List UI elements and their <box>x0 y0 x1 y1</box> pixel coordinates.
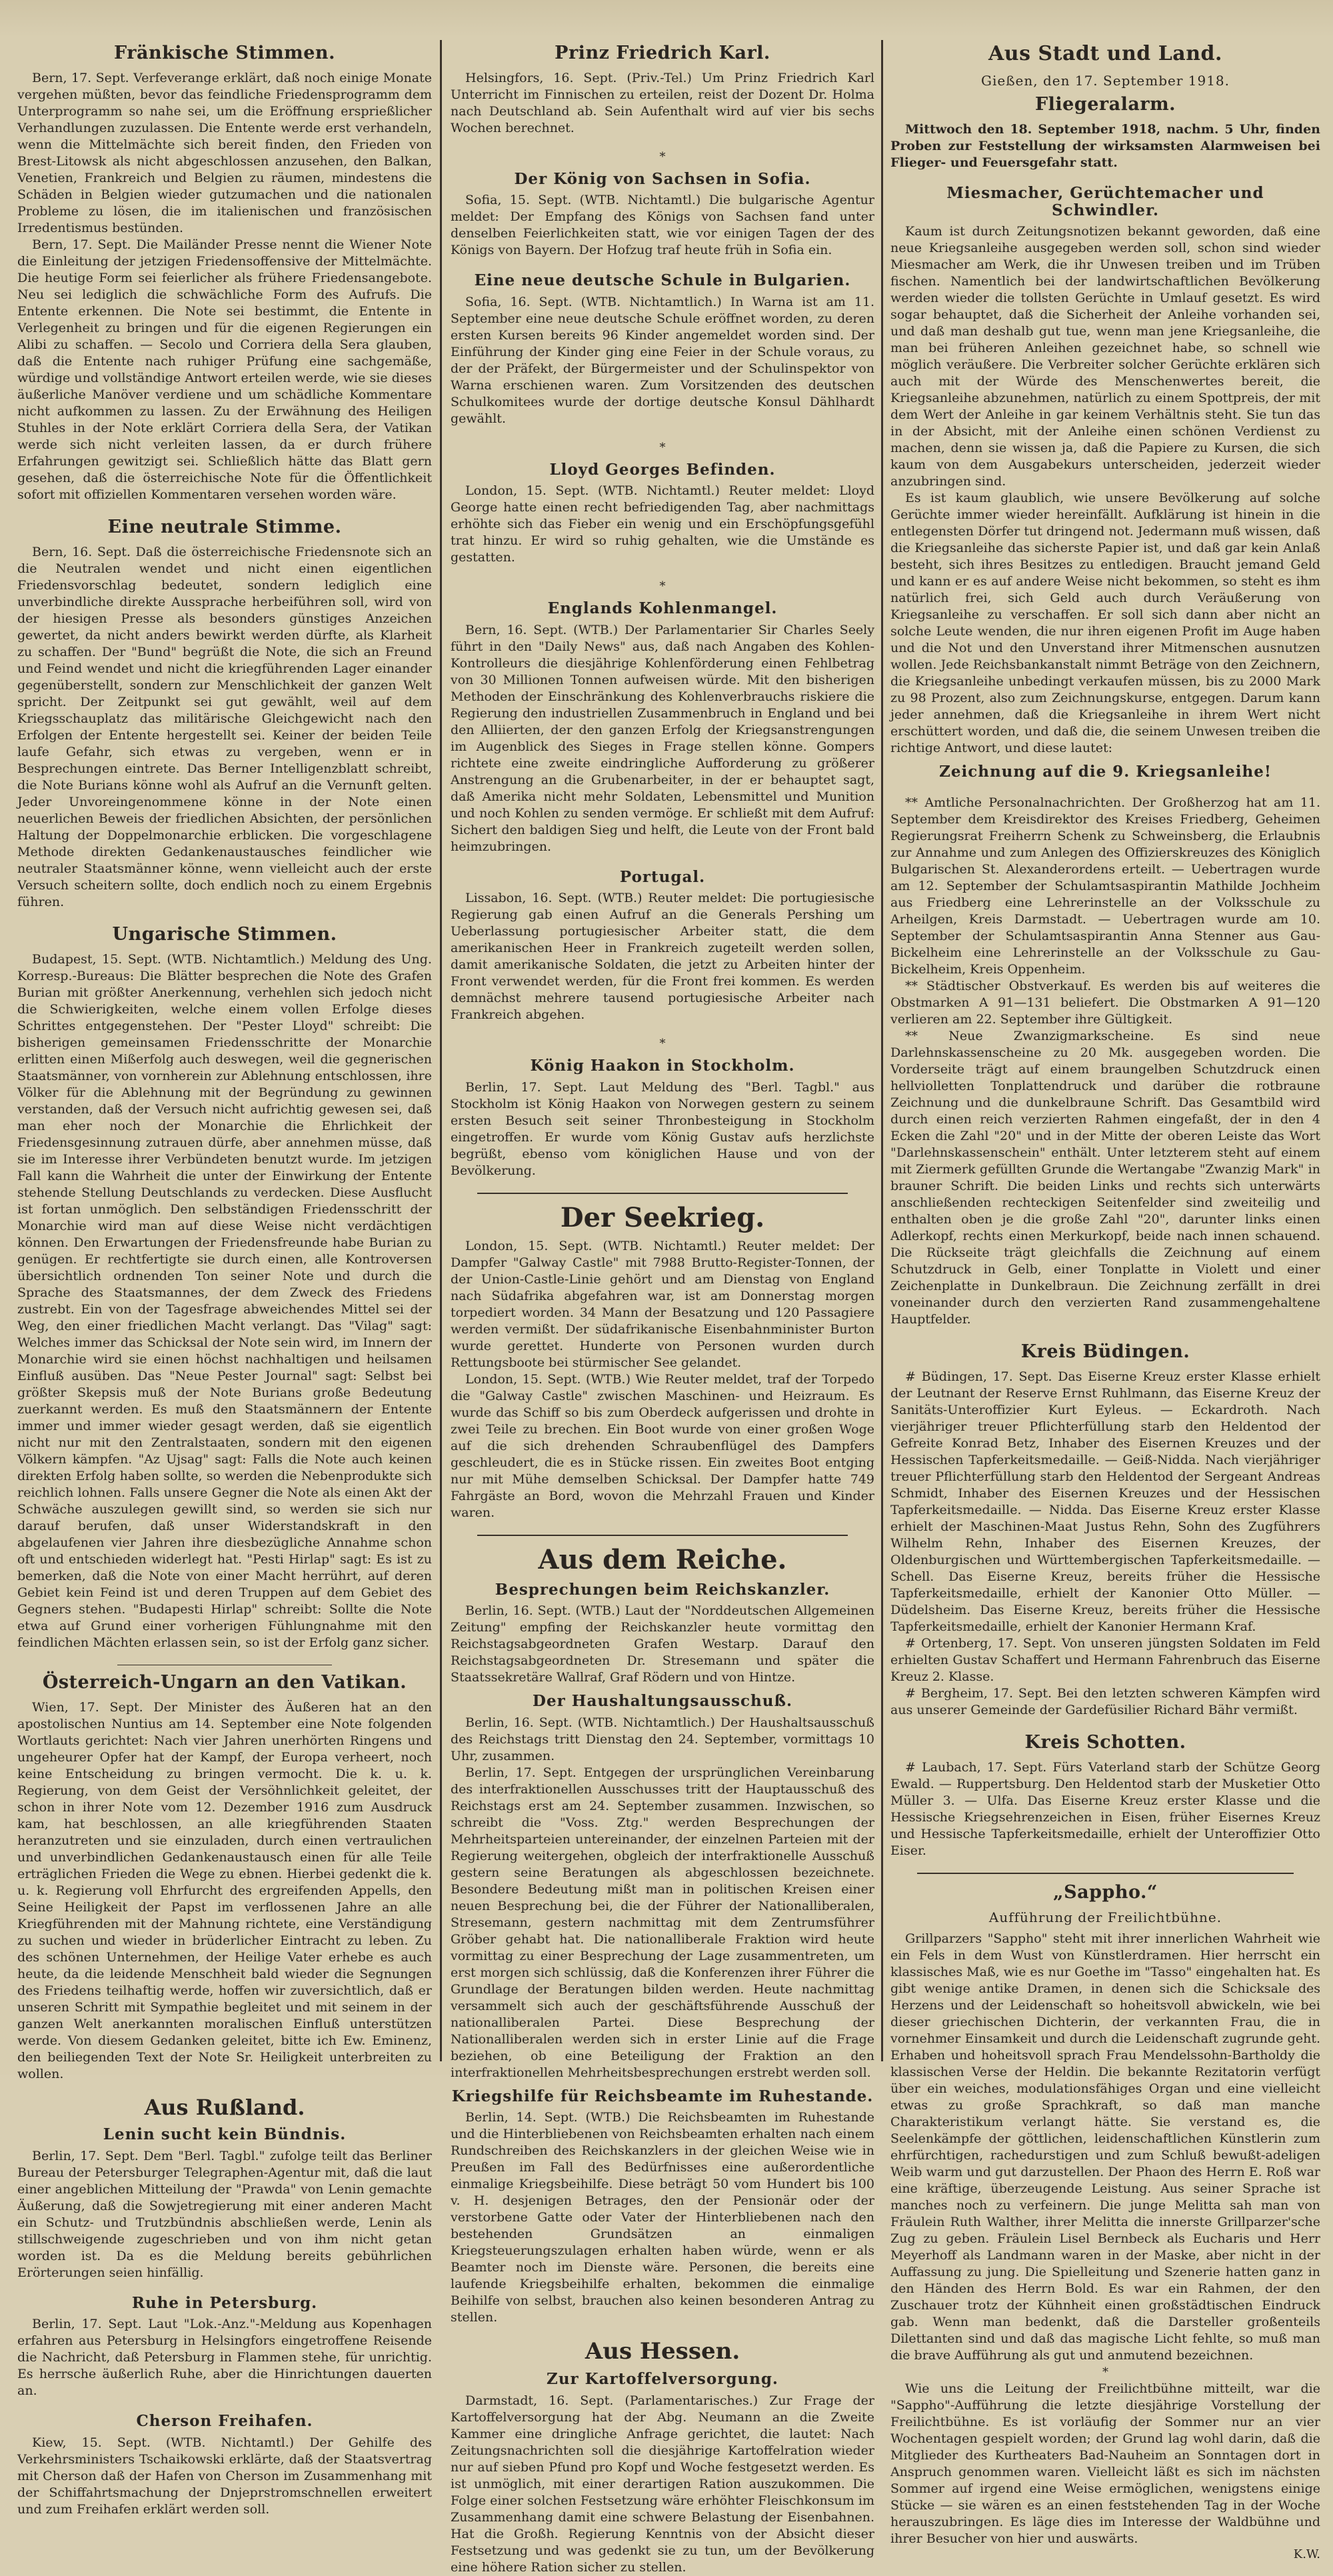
article-paragraph: Mittwoch den 18. September 1918, nachm. 5 Uhr, finden Proben zur Feststellung der wirksamsten Alarmweisen bei Flieger- und Feuersgefahr statt. <box>890 121 1320 170</box>
article-paragraph: Es ist kaum glaublich, wie unsere Bevölkerung auf solche Gerüchte immer wieder hereinfällt. Aufklärung ist hinein in die entlegensten Dörfer tut dringend not. Jedermann muß wissen, daß die Kriegsanleihe das sicherste Papier ist, und daß gar kein Anlaß besteht, sich ihres Besitzes zu entledigen. Braucht jemand Geld und kann er es auf andere Weise nicht bekommen, so steht es ihm natürlich frei, sich Geld auch durch Veräußerung von Kriegsanleihe zu verschaffen. Er soll sich dann aber nicht an solche Leute wenden, die nur ihren eigenen Profit im Auge haben und die Not und den Unverstand ihrer Mitmenschen ausnutzen wollen. Jede Reichsbankanstalt nimmt Beträge von den Zeichnern, die Kriegsanleihe unbedingt verkaufen müssen, bis zu 2000 Mark zu 98 Prozent, also zum Zeichnungskurse, entgegen. Darum kann jeder annehmen, daß die Kriegsanleihe in ihrem Wert nicht erschüttert worden, und daß die, die seinem Unwesen treiben die richtige Antwort, und diese lautet: <box>890 491 1320 756</box>
article-paragraph: # Büdingen, 17. Sept. Das Eiserne Kreuz erster Klasse erhielt der Leutnant der Reserve Ernst Ruhlmann, das Eiserne Kreuz der Sanitäts-Unteroffizier Kurt Eyleus. — Eckardroth. Nach vierjähriger treuer Pflichterfüllung starb den Heldentod der Gefreite Konrad Betz, Inhaber des Eisernen Kreuzes und der Hessischen Tapferkeitsmedaille. — Geiß-Nidda. Nach vierjähriger treuer Pflichterfüllung starb den Heldentod der Sergeant Andreas Schmidt, Inhaber des Eisernen Kreuzes und der Hessischen Tapferkeitsmedaille. — Nidda. Das Eiserne Kreuz erster Klasse erhielt der Maschinen-Maat Justus Rehn, Sohn des Zugführers Wilhelm Rehn, Inhaber des Eisernen Kreuzes, der Oldenburgischen und Württembergischen Tapferkeitsmedaille. — Schell. Das Eiserne Kreuz, bereits früher die Hessische Tapferkeitsmedaille, erhielt der Kanonier Otto Müller. — Düdelsheim. Das Eiserne Kreuz, bereits früher die Hessische Tapferkeitsmedaille, erhielt der Kanonier Hermann Kraf. <box>890 1369 1320 1634</box>
article <box>17 43 432 503</box>
column-2 <box>451 40 874 2575</box>
article-heading: Eine neutrale Stimme. <box>107 517 342 538</box>
article-paragraph: Bern, 17. Sept. Die Mailänder Presse nennt die Wiener Note die Einleitung der jetzigen Friedensoffensive der Mittelmächte. Die heutige Form sei feierlicher als frühere Friedensangebote. Neu sei lediglich die schwächliche Form des Aufrufs. Die Entente erkennen. Die Note sei bestimmt, die Entente in Verlegenheit zu bringen und für die eigenen Regierungen ein Alibi zu schaffen. — Secolo und Corriera della Sera glauben, daß die Entente nach ruhiger Prüfung eine sachgemäße, würdige und vollständige Antwort erteilen werde, wie sie dieses äußerliche Manöver verdiene und um schädliche Kommentare nicht aufkommen zu lassen. Zu der Erwähnung des Heiligen Stuhles in der Note erklärt Corriera della Sera, der Vatikan werde sich nicht verleiten lassen, da er durch frühere Erfahrungen gewitzigt sei. Schließlich hätte das Blatt gern gesehen, daß die österreichische Note für die Öffentlichkeit sofort mit offiziellen Kommentaren versehen worden wäre. <box>17 237 432 503</box>
article-heading: König Haakon in Stockholm. <box>530 1057 795 1075</box>
article-heading: Zur Kartoffelversorgung. <box>547 2370 778 2389</box>
article-heading: Cherson Freihafen. <box>136 2412 313 2431</box>
article <box>890 795 1320 1328</box>
article-heading: Fränkische Stimmen. <box>114 43 335 63</box>
article-paragraph: Sofia, 16. Sept. (WTB. Nichtamtlich.) In Warna ist am 11. September eine neue deutsche Schule eröffnet worden, zu deren ersten Kursen bereits 96 Kinder angemeldet worden sind. Der Einführung der Kinder ging eine Feier in der Schule voraus, zu der der Präfekt, der Bürgermeister und der Schulinspektor von Warna erschienen waren. Zum Vorsitzenden des deutschen Schulkomitees wurde der dortige deutsche Konsul Dählhardt gewählt. <box>451 294 874 426</box>
article-heading: Österreich-Ungarn an den Vatikan. <box>42 1672 407 1693</box>
column-1 <box>17 40 432 2517</box>
article-paragraph: ** Städtischer Obstverkauf. Es werden bis auf weiteres die Obstmarken A 91—131 beliefert. Die Obstmarken A 91—120 verlieren am 22. September ihre Gültigkeit. <box>890 978 1320 1027</box>
article-heading: Englands Kohlenmangel. <box>547 599 778 618</box>
article-paragraph: Kiew, 15. Sept. (WTB. Nichtamtl.) Der Gehilfe des Verkehrsministers Tschaikowski erklärte, daß der Staatsvertrag mit Cherson daß der Hafen von Cherson im Zusammenhang mit der Schiffahrtsmachung der Dnjeprstromschnellen erweitert und zum Freihafen erklärt werden soll. <box>17 2435 432 2517</box>
article-paragraph: ** Amtliche Personalnachrichten. Der Großherzog hat am 11. September dem Kreisdirektor des Kreises Friedberg, Geheimen Regierungsrat Freiherrn Schenk zu Schweinsberg, die Erlaubnis zur Annahme und zum Anlegen des Offizierskreuzes des Königlich Bulgarischen St. Alexanderordens erteilt. — Uebertragen wurde am 12. September der Schulamtsaspirantin Mathilde Jochheim aus Friedberg eine Lehrerinstelle an der Volksschule zu Arheilgen, Kreis Darmstadt. — Uebertragen wurde am 10. September der Schulamtsaspirantin Anna Stenner aus Gau-Bickelheim eine Lehrerinstelle an der Volksschule zu Gau-Bickelheim, Kreis Oppenheim. <box>890 795 1320 977</box>
article <box>17 1672 432 2083</box>
article <box>451 600 874 855</box>
article <box>451 171 874 259</box>
article-heading: Eine neue deutsche Schule in Bulgarien. <box>474 271 851 290</box>
article-paragraph: Berlin, 17. Sept. Laut "Lok.-Anz."-Meldung aus Kopenhagen erfahren aus Petersburg in Helsingfors eingetroffene Reisende die Nachricht, daß Petersburg in Flammen stehe, für unrichtig. Es herrsche äußerlich Ruhe, aber die Hinrichtungen dauerten an. <box>17 2317 432 2399</box>
article-heading: „Sappho.“ <box>1053 1881 1158 1903</box>
section-heading: Aus Stadt und Land. <box>988 42 1222 65</box>
article-heading: Der König von Sachsen in Sofia. <box>514 170 811 189</box>
article-paragraph: Wie uns die Leitung der Freilichtbühne mitteilt, war die "Sappho"-Aufführung die letzte diesjährige Vorstellung der Freilichtbühne. Es ist vorläufig der Sommer nur an vier Wochentagen gespielt worden; der Grund lag wohl darin, daß die Mitglieder des Kurtheaters Bad-Nauheim an Sonntagen dort in Anspruch genommen waren. Vielleicht läßt es sich im nächsten Sommer auf irgend eine Weise ermöglichen, wenigstens einige Stücke — sie wären es an einen feststehenden Tag in der Woche herauszubringen. Es läge dies im Interesse der Waldbühne und ihrer Besucher von hier und auswärts. <box>890 2381 1320 2546</box>
divider <box>477 1535 848 1536</box>
separator-star: * <box>659 1037 666 1051</box>
article-paragraph: Sofia, 15. Sept. (WTB. Nichtamtl.) Die bulgarische Agentur meldet: Der Empfang des Königs von Sachsen fand unter denselben Feierlichkeiten statt, wie vor einigen Tagen der des Königs von Bayern. Der Hofzug traf heute früh in Sofia ein. <box>451 193 874 258</box>
article-paragraph: Berlin, 14. Sept. (WTB.) Die Reichsbeamten im Ruhestande und die Hinterbliebenen von Reichsbeamten erhalten nach einem Rundschreiben des Reichskanzlers in der gleichen Weise wie in Preußen im Fall des Bedürfnisses eine außerordentliche einmalige Kriegsbeihilfe. Diese beträgt 50 vom Hundert bis 100 v. H. desjenigen Betrages, den der Pensionär oder der verstorbene Gatte oder Vater der Hinterbliebenen nach den bestehenden Grundsätzen an einmaligen Kriegsteuerungszulagen erhalten haben würde, wenn er als Beamter noch im Dienste wäre. Personen, die bereits eine laufende Kriegsbeihilfe erhalten, bekommen die einmalige Beihilfe von selbst, brauchen also keinen besonderen Antrag zu stellen. <box>451 2109 874 2325</box>
section-heading: Aus Hessen. <box>585 2337 740 2365</box>
article-heading: Kreis Büdingen. <box>1020 1341 1190 1362</box>
article-heading: Ruhe in Petersburg. <box>131 2293 318 2312</box>
article <box>890 1732 1320 1859</box>
article <box>451 461 874 566</box>
article <box>890 1882 1320 2561</box>
article-paragraph: Berlin, 17. Sept. Entgegen der ursprünglichen Vereinbarung des interfraktionellen Ausschusses tritt der Hauptausschuß des Reichstags erst am 24. September zusammen. Inzwischen, so schreibt die "Voss. Ztg." werden Besprechungen der Mehrheitsparteien untereinander, der einzelnen Parteien mit der Regierung weitergehen, obgleich der interfraktionelle Ausschuß gestern seine Beratungen als abgeschlossen bezeichnete. Besondere Bedeutung mißt man in politischen Kreisen einer neuen Besprechung bei, die der Führer der Nationalliberalen, Stresemann, gestern nachmittag mit dem Zentrumsführer Gröber gehabt hat. Die nationalliberale Fraktion wird heute vormittag zu einer Besprechung der Lage zusammentreten, um erst morgen sich schlüssig, daß die Konferenzen ihrer Führer die Grundlage der Beratungen bilden werden. Heute nachmittag versammelt sich auch der geschäftsführende Ausschuß der nationalliberalen Partei. Diese Besprechung der Nationalliberalen werden sich in erster Linie auf die Frage beziehen, ob eine Beteiligung der Fraktion an den interfraktionellen Mehrheitsbesprechungen erstrebt werden soll. <box>451 1765 874 2080</box>
article-heading: Lenin sucht kein Bündnis. <box>103 2125 347 2144</box>
article-heading: Portugal. <box>619 867 706 886</box>
article-paragraph: Berlin, 16. Sept. (WTB.) Laut der "Norddeutschen Allgemeinen Zeitung" empfing der Reichskanzler heute vormittag den Reichstagsabgeordneten Grafen Westarp. Darauf den Reichstagsabgeordneten Dr. Stresemann und später die Staatssekretäre Wallraf, Graf Rödern und von Hintze. <box>451 1603 874 1685</box>
separator-star: * <box>659 440 666 455</box>
article-paragraph: Berlin, 16. Sept. (WTB. Nichtamtlich.) Der Haushaltsausschuß des Reichstags tritt Dienstag den 24. September, vormittags 10 Uhr, zusammen. <box>451 1715 874 1763</box>
article-subheading: Aufführung der Freilichtbühne. <box>988 1909 1222 1925</box>
article-paragraph: # Laubach, 17. Sept. Fürs Vaterland starb der Schütze Georg Ewald. — Ruppertsburg. Den Heldentod starb der Musketier Otto Müller 3. — Ulfa. Das Eiserne Kreuz erster Klasse und die Hessische Kriegsehrenzeichen in Eisen, früher Eisernes Kreuz und Hessische Tapferkeitsmedaille, erhielt der Unteroffizier Otto Eiser. <box>890 1759 1320 1858</box>
article <box>451 1545 874 2326</box>
article-heading: Besprechungen beim Reichskanzler. <box>495 1580 830 1599</box>
page-top-shade <box>0 0 1333 37</box>
article <box>890 1341 1320 1719</box>
article-paragraph: Bern, 16. Sept. Daß die österreichische Friedensnote sich an die Neutralen wendet und nicht einen eigentlichen Friedensvorschlag bedeutet, sondern lediglich eine unverbindliche direkte Aussprache herbeiführen soll, wird von der hiesigen Presse als besonders günstiges Anzeichen gewertet, da nicht anders bewirkt werden dürfte, als Klarheit zu schaffen. Der "Bund" begrüßt die Note, die sich an Freund und Feind wendet und nicht die kriegführenden Lager einander gegenüberstellt, sondern zur Menschlichkeit der ganzen Welt spricht. Der Zeitpunkt sei gut gewählt, weil auf dem Kriegsschauplatz das militärische Gleichgewicht nach den Erfolgen der Entente hergestellt sei. Keiner der beiden Teile laufe Gefahr, sich etwas zu vergeben, wenn er in Besprechungen eintrete. Das Berner Intelligenzblatt schreibt, die Note Burians könne wohl als Aufruf an die Vernunft gelten. Jeder Unvoreingenommene könne in der Note einen neuerlichen Beweis der friedlichen Absichten, der persönlichen Haltung der Doppelmonarchie erblicken. Die vorgeschlagene Methode direkten Gedankenaustausches feindlicher wie neutraler Staatsmänner könne, wenn vielleicht auch der erste Versuch scheitern sollte, doch endlich noch zu einem Ergebnis führen. <box>17 545 432 910</box>
article <box>451 43 874 137</box>
article-heading: Miesmacher, Gerüchtemacher und Schwindler. <box>946 183 1264 219</box>
article <box>451 2339 874 2576</box>
separator-star: * <box>1102 2365 1108 2379</box>
article-paragraph: ** Neue Zwanzigmarkscheine. Es sind neue Darlehnskassenscheine zu 20 Mk. ausgegeben worden. Die Vorderseite trägt auf einem braungelben Schutzdruck einen hellviolletten Tonplattendruck und darüber die rotbraune Zeichnung und die dunkelbraune Schrift. Das Gesamtbild wird durch einen reich verzierten Rahmen eingefaßt, der in den 4 Ecken die Zahl "20" und in der Mitte der oberen Leiste das Wort "Darlehnskassenschein" enthält. Unter letzterem steht auf einem mit Ziermerk gefüllten Grunde die Wertangabe "Zwanzig Mark" in brauner Schrift. Die beiden Links und rechts sich unterwärts anschließenden rechteckigen Seitenfelder sind zweiteilig und enthalten oben je die große Zahl "20", darunter links einen Adlerkopf, rechts einen Merkurkopf, beide nach innen schauend. Die Rückseite trägt gleichfalls die Zeichnung auf einem Schutzdruck in Gelb, einer Tonplatte in Violett und einer Zeichenplatte in Dunkelbraun. Die Zeichnung zerfällt in drei voneinander durch den verzierten Rand zusammengehaltene Hauptfelder. <box>890 1028 1320 1327</box>
divider <box>917 1873 1294 1874</box>
column-rule <box>881 40 883 2061</box>
article <box>451 1203 874 1521</box>
article-paragraph: Budapest, 15. Sept. (WTB. Nichtamtlich.) Meldung des Ung. Korresp.-Bureaus: Die Blätter besprechen die Note des Grafen Burian mit größter Anerkennung, verhehlen sich jedoch nicht die Schwierigkeiten, welche einem vollen Erfolge dieses Schrittes entgegenstehen. Der "Pester Lloyd" schreibt: Die bisherigen gemeinsamen Friedensschritte der Monarchie erlitten einen Mißerfolg auch deswegen, weil die gegnerischen Staatsmänner, von vornherein zur Ablehnung entschlossen, ihre Völker für die Ablehnung mit der Begründung zu gewinnen verstanden, daß der Versuch nicht aufrichtig gewesen sei, daß man eher noch der Monarchie die Ehrlichkeit der Friedensgesinnung zutrauen dürfe, aber annehmen müsse, daß sie im Interesse ihrer Verbündeten benutzt wurde. Im jetzigen Fall kann die Wahrheit die unter der Einwirkung der Entente stehende Stellung Deutschlands zu verdecken. Diese Ausflucht ist fortan unmöglich. Den selbständigen Friedensschritt der Monarchie wird man auf diese Weise nicht verdächtigen können. Den Erwartungen der Friedensfreunde habe Burian zu genügen. Er rechtfertigte sie durch einen, alle Kontroversen übersichtlich ordnenden Ton seiner Note und durch die Sprache des Staatsmannes, der dem Zweck des Friedens zustrebt. Ein von der Tagesfrage abweichendes Mittel sei der Weg, den einer friedlichen Macht verlangt. Das "Vilag" sagt: Welches immer das Schicksal der Note sein wird, im Innern der Monarchie wird sie einen höchst nachhaltigen und heilsamen Einfluß ausüben. Das "Neue Pester Journal" sagt: Selbst bei größter Skepsis muß der Note Burians große Bedeutung zuerkannt werden. Es muß den Staatsmännern der Entente immer und immer wieder gesagt werden, daß sie eigentlich nicht nur mit den Zentralstaaten, sondern mit den eigenen Völkern kämpfen. "Az Ujsag" sagt: Falls die Note auch keinen direkten Erfolg haben sollte, so werden die Nebenprodukte sich reichlich lohnen. Falls unsere Gegner die Note als einen Akt der Schwäche auszulegen gewillt sind, so werden sie sich nur darauf berufen, daß unser Widerstandskraft in den abgelaufenen vier Jahren ihre diesbezügliche Annahme schon oft und entschieden widerlegt hat. "Pesti Hirlap" sagt: Es ist zu bemerken, daß die Note von einer Macht herrührt, auf deren Gebiet kein Feind ist und deren Truppen auf dem Gebiet des Gegners stehen. "Budapesti Hirlap" schreibt: Sollte die Note etwa auf Grund einer vorherigen Fühlungnahme mit den feindlichen Mächten erlassen sein, so ist der Erfolg ganz sicher. <box>17 952 432 1651</box>
article-paragraph: Bern, 17. Sept. Verfeverange erklärt, daß noch einige Monate vergehen müßten, bevor das feindliche Friedensprogramm dem Unterprogramm so nahe sei, um die Eröffnung ersprießlicher Verhandlungen zuzulassen. Die Entente werde erst verhandeln, wenn die Mittelmächte sich bereit finden, den Frieden von Brest-Litowsk als nicht abgeschlossen anzusehen, den Balkan, Venetien, Frankreich und Belgien zu räumen, mindestens die Schäden in Belgien wieder gutzumachen und die nationalen Probleme zu lösen, die im italienischen und französischen Irredentismus bestünden. <box>17 71 432 236</box>
article-paragraph: London, 15. Sept. (WTB. Nichtamtl.) Reuter meldet: Der Dampfer "Galway Castle" mit 7988 Brutto-Register-Tonnen, der der Union-Castle-Linie gehört und am Dienstag von England nach Südafrika abgefahren war, ist am Donnerstag morgen torpediert worden. 34 Mann der Besatzung und 120 Passagiere werden vermißt. Der südafrikanische Eisenbahnminister Burton wurde gerettet. Hunderte von Personen wurden durch Rettungsboote bei stürmischer See gelandet. <box>451 1238 874 1370</box>
article <box>890 94 1320 171</box>
article <box>17 2295 432 2399</box>
article <box>17 517 432 911</box>
article <box>890 185 1320 781</box>
article-heading: Der Haushaltungsausschuß. <box>533 1692 792 1711</box>
article <box>17 924 432 1651</box>
article <box>451 1057 874 1179</box>
article-paragraph: Kaum ist durch Zeitungsnotizen bekannt geworden, daß eine neue Kriegsanleihe ausgegeben werden soll, schon sind wieder Miesmacher am Werk, die ihr Unwesen treiben und im Trüben fischen. Namentlich bei der landwirtschaftlichen Bevölkerung werden wieder die tollsten Gerüchte in Umlauf gesetzt. Es wird sogar behauptet, daß die Sicherheit der Anleihe vorhanden sei, und daß man deshalb gut tue, wenn man jene Kriegsanleihe, die man bei früheren Anleihen gezeichnet habe, so schnell wie möglich veräußere. Die Verbreiter solcher Gerüchte erklären sich auch mit der Würde des Menschenwertes bereit, die Kriegsanleihe abzunehmen, natürlich zu einem Spottpreis, der mit dem Wert der Anleihe in gar keinem Verhältnis steht. Sie tun das in der Absicht, mit der Anleihe einen schönen Verdienst zu machen, denn sie wissen ja, daß die Papiere zu Kursen, die sich kaum von dem Ausgabekurs unterscheiden, jederzeit wieder anzubringen sind. <box>890 224 1320 489</box>
dateline: Gießen, den 17. September 1918. <box>980 72 1230 89</box>
section-heading: Aus dem Reiche. <box>538 1543 787 1575</box>
article-paragraph: # Ortenberg, 17. Sept. Von unseren jüngsten Soldaten im Feld erhielten Gustav Schaffert und Hermann Fahrenbruch das Eiserne Kreuz 2. Klasse. <box>890 1635 1320 1684</box>
article-paragraph: Helsingfors, 16. Sept. (Priv.-Tel.) Um Prinz Friedrich Karl Unterricht im Finnischen zu erteilen, reist der Dozent Dr. Holma nach Deutschland ab. Sein Aufenthalt wird auf vier bis sechs Wochen berechnet. <box>451 71 874 136</box>
article-paragraph: Darmstadt, 16. Sept. (Parlamentarisches.) Zur Frage der Kartoffelversorgung hat der Abg. Neumann an die Zweite Kammer eine dringliche Anfrage gerichtet, die lautet: Nach Zeitungsnachrichten soll die diesjährige Kartoffelration wieder nur auf sieben Pfund pro Kopf und Woche festgesetzt werden. Es ist unmöglich, mit einer derartigen Ration auszukommen. Die Folge einer solchen Festsetzung wäre erhöhter Fleischkonsum im Zusammenhang damit eine schwere Belastung der Eisenbahnen. Hat die Großh. Regierung Kenntnis von der Absicht dieser Festsetzung und was gedenkt sie zu tun, um der Bevölkerung eine höhere Ration sicher zu stellen. <box>451 2393 874 2575</box>
column-rule <box>440 40 442 2061</box>
separator-star: * <box>659 579 666 594</box>
article-heading: Fliegeralarm. <box>1034 93 1176 115</box>
article-heading: Kriegshilfe für Reichsbeamte im Ruhestande. <box>451 2087 874 2105</box>
section-heading: Der Seekrieg. <box>560 1201 765 1233</box>
article-callout: Zeichnung auf die 9. Kriegsanleihe! <box>939 763 1272 781</box>
article-paragraph: Lissabon, 16. Sept. (WTB.) Reuter meldet: Die portugiesische Regierung gab einen Aufruf an die Generals Pershing um Ueberlassung portugiesischer Arbeiter statt, die dem amerikanischen Heer in Frankreich zugeteilt werden sollen, damit amerikanische Soldaten, die jetzt zu Arbeiten hinter der Front verwendet werden, für die Front frei kommen. Es werden demnächst mehrere tausend portugiesische Arbeiter nach Frankreich abgehen. <box>451 891 874 1023</box>
section-heading: Aus Rußland. <box>144 2095 305 2121</box>
article-paragraph: Grillparzers "Sappho" steht mit ihrer innerlichen Wahrheit wie ein Fels in dem Wust von Künstlerdramen. Hier herrscht ein klassisches Maß, wie es nur Goethe im "Tasso" eingehalten hat. Es gibt wenige antike Dramen, in denen sich die Schicksale des Herzens und der Leidenschaft so hoheitsvoll abwickeln, wie bei dieser griechischen Dichterin, der verkannten Frau, die in vornehmer Einsamkeit und durch die Leidenschaft zugrunde geht. Erhaben und hoheitsvoll sprach Frau Mendelssohn-Bartholdy die klassischen Verse der Heldin. Die bekannte Rezitatorin verfügt über ein weiches, modulationsfähiges Organ und eine vielleicht etwas zu große Sprachkraft, so daß man manche Charakteristikum verlangt hätte. Sie verstand es, die Seelenkämpfe der göttlichen, leidenschaftlichen Künstlerin zum ehrfürchtigen, rachedurstigen und zum Schluß bewußt-adeligen Weib warm und gut darzustellen. Der Phaon des Herrn E. Roß war eine kräftige, überzeugende Leistung. Aus seiner Sprache ist manches noch zu verfeinern. Die junge Melitta sah man von Fräulein Ruth Walther, ihrer Melitta die innerste Grillparzer'sche Zug zu geben. Fräulein Lisel Bernbeck als Eucharis und Herr Meyerhoff als Landmann waren in der Maske, aber nicht in der Auffassung zu jung. Die Spielleitung und Szenerie hatten ganz in den Händen des Herrn Bold. Es war ein Rahmen, der den Zuschauer trotz der Kühnheit einen großstädtischen Eindruck gab. Wenn man bedenkt, daß die Darsteller großenteils Dilettanten sind und daß das magische Licht fehlte, so muß man die brave Aufführung als gut und anmutend bezeichnen. <box>890 1931 1320 2363</box>
column-3 <box>890 40 1320 2561</box>
article <box>17 2413 432 2517</box>
divider <box>477 1193 848 1194</box>
author-signature: K.W. <box>1293 2547 1320 2561</box>
article-paragraph: London, 15. Sept. (WTB.) Wie Reuter meldet, traf der Torpedo die "Galway Castle" zwischen Maschinen- und Heizraum. Es wurde das Schiff so bis zum Oberdeck aufgerissen und drohte in zwei Teile zu brechen. Ein Boot wurde von einer großen Woge auf die sich drehenden Schraubenflügel des Dampfers geschleudert, die es in Stücke rissen. Ein zweites Boot entging nur mit Mühe demselben Schicksal. Der Dampfer hatte 749 Fahrgäste an Bord, wovon die Mehrzahl Frauen und Kinder waren. <box>451 1371 874 1520</box>
article-heading: Ungarische Stimmen. <box>112 924 337 945</box>
article-paragraph: Bern, 16. Sept. (WTB.) Der Parlamentarier Sir Charles Seely führt in den "Daily News" aus, daß nach Angaben des Kohlen-Kontrolleurs die diesjährige Kohlenförderung einen Fehlbetrag von 30 Millionen Tonnen aufweisen würde. Mit den bisherigen Methoden der Einschränkung des Kohlenverbrauchs riskiere die Regierung den industriellen Zusammenbruch in England und bei den Alliierten, der den ganzen Erfolg der Kriegsanstrengungen im Augenblick des Sieges in Frage stellen könne. Gompers richtete eine zweite eindringliche Aufforderung zu größerer Anstrengung an die Grubenarbeiter, in der er behauptet sagt, daß Amerika nicht mehr Soldaten, Lebensmittel und Munition und noch Kohlen zu senden vermöge. Er schließt mit dem Aufruf: Sichert den baldigen Sieg und helft, die Leute von der Front bald heimzubringen. <box>451 622 874 854</box>
article <box>17 2126 432 2281</box>
separator-star: * <box>659 150 666 165</box>
article <box>451 272 874 427</box>
article-heading: Prinz Friedrich Karl. <box>555 43 770 63</box>
article-paragraph: Berlin, 17. Sept. Dem "Berl. Tagbl." zufolge teilt das Berliner Bureau der Petersburger Telegraphen-Agentur mit, daß die laut einer angeblichen Mitteilung der "Prawda" von Lenin gemachte Äußerung, daß die Sowjetregierung mit einer anderen Macht ein Schutz- und Trutzbündnis abschließen werde, Lenin als stillschweigende zugeschrieben und von ihm nicht getan worden ist. Da es die Meldung bereits gebührlichen Erörterungen seien hinfällig. <box>17 2148 432 2280</box>
article-paragraph: London, 15. Sept. (WTB. Nichtamtl.) Reuter meldet: Lloyd George hatte einen recht befriedigenden Tag, aber nachmittags erhöhte sich das Fieber ein wenig und ein Erschöpfungsgefühl trat hinzu. Er wird so ruhig gehalten, wie die Umstände es gestatten. <box>451 483 874 565</box>
article <box>451 869 874 1023</box>
article-paragraph: Berlin, 17. Sept. Laut Meldung des "Berl. Tagbl." aus Stockholm ist König Haakon von Norwegen gestern zu seinem ersten Besuch seit seiner Thronbesteigung in Stockholm eingetroffen. Er wurde vom König Gustav aufs herzlichste begrüßt, ebenso vom königlichen Hause und von der Bevölkerung. <box>451 1079 874 1178</box>
article-paragraph: Wien, 17. Sept. Der Minister des Äußeren hat an den apostolischen Nuntius am 14. September eine Note folgenden Wortlauts gerichtet: Nach vier Jahren unerhörten Ringens und ungeheurer Opfer hat der Kampf, der Europa verheert, noch keine Entscheidung zu bringen vermocht. Die k. u. k. Regierung, von dem Geist der Versöhnlichkeit geleitet, der schon in ihrer Note vom 12. Dezember 1916 zum Ausdruck kam, hat beschlossen, an alle kriegführenden Staaten heranzutreten und sie einzuladen, durch einen vertraulichen und unverbindlichen Gedankenaustausch einen für alle Teile erträglichen Frieden die Wege zu ebnen. Hierbei gedenkt die k. u. k. Regierung voll Ehrfurcht des ergreifenden Appells, den Seine Heiligkeit der Papst im verflossenen Jahre an alle Kriegführenden mit der Mahnung richtete, eine Verständigung zu suchen und wieder in brüderlicher Eintracht zu leben. Zu des schönen Unternehmen, der Heilige Vater erhebe es auch heute, da die leidende Menschheit bald wieder die Segnungen des Friedens teilhaftig werde, hoffen wir zuversichtlich, daß er unseren Schritt mit Sympathie begleitet und mit seinem in der ganzen Welt anerkannten moralischen Einfluß unterstützen werde. Von diesem Gedanken geleitet, bitte ich Ew. Eminenz, den beiliegenden Text der Note Sr. Heiligkeit unterbreiten zu wollen. <box>17 1700 432 2082</box>
article-heading: Kreis Schotten. <box>1024 1731 1186 1753</box>
article-heading: Lloyd Georges Befinden. <box>549 460 776 479</box>
article-paragraph: # Bergheim, 17. Sept. Bei den letzten schweren Kämpfen wird aus unserer Gemeinde der Gardefüsilier Richard Bähr vermißt. <box>890 1685 1320 1717</box>
